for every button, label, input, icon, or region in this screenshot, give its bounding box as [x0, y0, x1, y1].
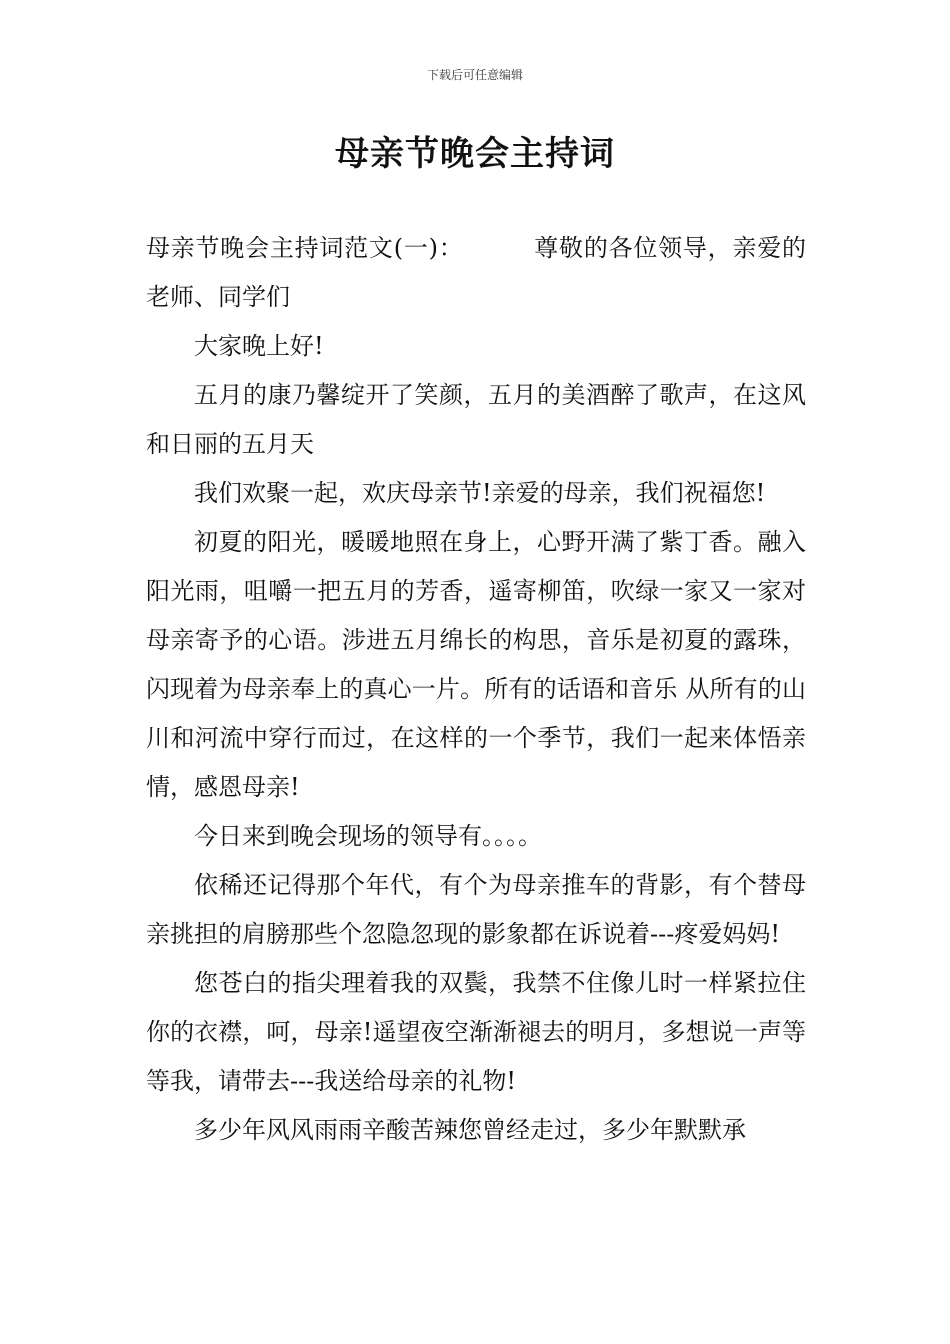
document-title: 母亲节晚会主持词 [335, 134, 615, 174]
paragraph-may: 五月的康乃馨绽开了笑颜，五月的美酒醉了歌声，在这风和日丽的五月天 [146, 381, 806, 458]
paragraph-memory: 依稀还记得那个年代，有个为母亲推车的背影，有个替母亲挑担的肩膀那些个忽隐忽现的影象都在诉说着---疼爱妈妈! [146, 871, 806, 948]
paragraph-leaders: 今日来到晚会现场的领导有。。。。 [194, 822, 542, 850]
paragraph-fingertips: 您苍白的指尖理着我的双鬓，我禁不住像儿时一样紧拉住你的衣襟，呵，母亲!遥望夜空渐渐褪去的明月，多想说一声等等我，请带去---我送给母亲的礼物! [146, 969, 806, 1095]
paragraph-greeting: 大家晚上好! [194, 332, 324, 360]
paragraph-gather: 我们欢聚一起，欢庆母亲节!亲爱的母亲，我们祝福您! [194, 479, 766, 507]
paragraph-summer: 初夏的阳光，暖暖地照在身上，心野开满了紫丁香。融入阳光雨，咀嚼一把五月的芳香，遥寄柳笛，吹绿一家又一家对母亲寄予的心语。涉进五月绵长的构思，音乐是初夏的露珠，闪现着为母亲奉上的真心一片。所有的话语和音乐 从所有的山川和河流中穿行而过，在这样的一个季节，我们一起来体悟亲情，感恩母亲! [146, 528, 806, 801]
document-body [146, 224, 806, 1155]
intro-text: 尊敬的各位领导，亲爱的老师、同学们 [146, 234, 806, 311]
intro-label: 母亲节晚会主持词范文(一)： [146, 234, 464, 262]
intro-paragraph [146, 224, 806, 322]
header-note: 下载后可任意编辑 [426, 68, 523, 82]
paragraph-years: 多少年风风雨雨辛酸苦辣您曾经走过，多少年默默承 [194, 1116, 746, 1144]
